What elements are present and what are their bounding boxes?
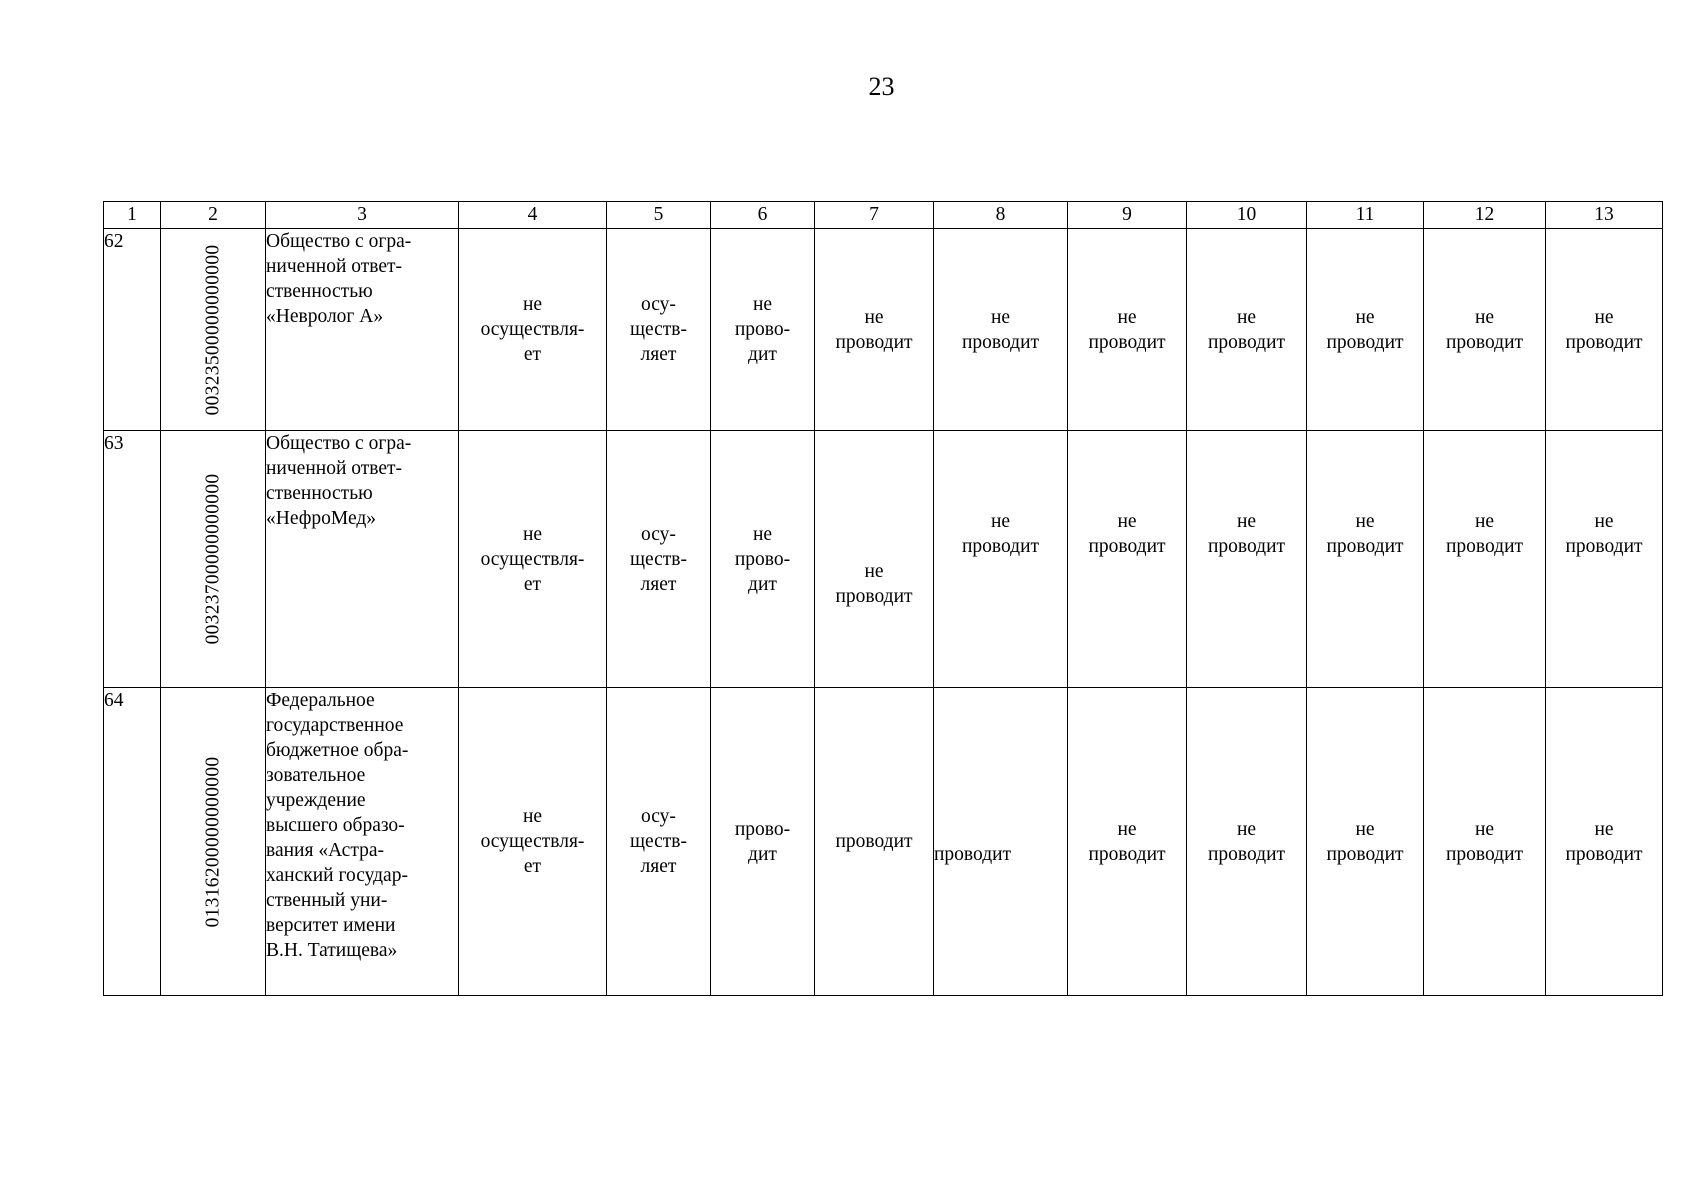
row-code: 00323500000000000 [202, 244, 224, 415]
header-row [104, 202, 1663, 229]
value-cell [1068, 229, 1187, 431]
value-line: проводит [1445, 536, 1524, 557]
page-number: 23 [868, 72, 895, 101]
value-line: осу- [641, 523, 676, 545]
value-cell [1307, 431, 1424, 688]
value-line: ет [523, 856, 542, 877]
value-cell [1068, 431, 1187, 688]
row-code-cell [161, 431, 266, 688]
value-line: проводит [835, 586, 913, 607]
value-line: проводит [1565, 536, 1643, 557]
value-line: ет [523, 573, 542, 595]
value-cell [1424, 229, 1546, 431]
name-line: вания «Астра- [266, 840, 384, 861]
value-line: осу- [641, 806, 676, 827]
value-line: не [1594, 306, 1614, 328]
name-line: государственное [266, 715, 404, 736]
value-cell [1546, 688, 1663, 996]
value-cell [815, 431, 934, 688]
value-cell [1424, 431, 1546, 688]
value-cell [934, 229, 1068, 431]
value-line: проводит [1445, 843, 1524, 865]
value-cell [934, 431, 1068, 688]
name-line: учреждение [266, 790, 366, 811]
value-cell [1307, 229, 1424, 431]
value-cell [459, 688, 607, 996]
registry-table [103, 201, 1663, 996]
row-code: 01316200000000000 [202, 756, 224, 927]
name-line: высшего образо- [266, 815, 405, 836]
value-line: проводит [1207, 536, 1286, 557]
table-row [104, 431, 1663, 688]
value-line: не [1355, 511, 1375, 532]
column-header: 6 [711, 202, 815, 229]
value-line: ляет [640, 573, 677, 595]
name-line: ственный уни- [266, 890, 388, 911]
column-header: 9 [1068, 202, 1187, 229]
value-cell [815, 229, 934, 431]
value-line: не [1236, 306, 1257, 328]
value-line: дит [748, 573, 777, 595]
row-code-cell [161, 688, 266, 996]
row-code-cell [161, 229, 266, 431]
value-cell [607, 688, 711, 996]
name-line: В.Н. Татищева» [266, 940, 398, 961]
column-header: 10 [1187, 202, 1307, 229]
value-line: не [522, 806, 543, 827]
organization-name [266, 688, 459, 996]
column-header: 3 [266, 202, 459, 229]
table-row [104, 688, 1663, 996]
value-cell [1068, 688, 1187, 996]
value-line: проводит [1445, 331, 1524, 353]
name-line: Общество с огра- [266, 433, 412, 454]
column-header: 12 [1424, 202, 1546, 229]
value-line: проводит [1565, 843, 1643, 865]
value-line: не [752, 294, 773, 315]
value-cell [1546, 229, 1663, 431]
value-cell [1187, 431, 1307, 688]
value-line: проводит [1207, 331, 1286, 353]
value-line: не [864, 561, 884, 582]
value-line: проводит [961, 536, 1040, 557]
column-header: 7 [815, 202, 934, 229]
value-line: ществ- [629, 319, 688, 340]
organization-name [266, 229, 459, 431]
name-line: ханский государ- [266, 865, 408, 886]
value-line: не [1117, 306, 1137, 328]
name-line: ниченной ответ- [266, 256, 403, 277]
value-line: проводит [1088, 331, 1166, 353]
value-line: не [1594, 818, 1614, 840]
value-line: осу- [641, 294, 676, 315]
value-line: не [864, 306, 884, 328]
value-line: не [990, 511, 1011, 532]
value-cell [607, 229, 711, 431]
column-header: 11 [1307, 202, 1424, 229]
value-line: дит [748, 843, 777, 865]
column-header: 5 [607, 202, 711, 229]
value-line: прово- [734, 319, 791, 340]
value-cell [607, 431, 711, 688]
column-header: 1 [104, 202, 161, 229]
row-number: 63 [104, 431, 161, 688]
value-line: не [752, 523, 773, 545]
column-header: 4 [459, 202, 607, 229]
value-line: не [1236, 511, 1257, 532]
name-line: ниченной ответ- [266, 458, 403, 479]
value-line: ет [523, 344, 542, 365]
name-line: «НефроМед» [266, 508, 377, 529]
row-number: 62 [104, 229, 161, 431]
value-cell [1546, 431, 1663, 688]
value-cell [815, 688, 934, 996]
value-cell [1187, 229, 1307, 431]
name-line: ственностью [266, 281, 373, 302]
value-line: не [990, 306, 1011, 328]
column-header: 13 [1546, 202, 1663, 229]
name-line: «Невролог А» [266, 306, 384, 327]
value-line: проводит [835, 331, 913, 353]
value-cell [711, 229, 815, 431]
value-line: проводит [1326, 331, 1404, 353]
value-line: ществ- [629, 831, 688, 852]
value-line: проводит [1326, 536, 1404, 557]
value-cell [711, 688, 815, 996]
row-number: 64 [104, 688, 161, 996]
value-line: не [1117, 818, 1137, 840]
row-code: 00323700000000000 [202, 473, 224, 645]
value-line: дит [748, 344, 777, 365]
value-cell [934, 688, 1068, 996]
column-header: 8 [934, 202, 1068, 229]
value-cell [459, 229, 607, 431]
name-line: бюджетное обра- [266, 740, 409, 761]
name-line: Общество с огра- [266, 231, 412, 252]
organization-name [266, 431, 459, 688]
value-line: ществ- [629, 548, 688, 570]
value-cell [711, 431, 815, 688]
value-line: не [1474, 818, 1495, 840]
value-line: не [522, 294, 543, 315]
column-header: 2 [161, 202, 266, 229]
value-line: ляет [640, 344, 677, 365]
value-line: проводит [1565, 331, 1643, 353]
value-line: осуществля- [480, 548, 585, 570]
value-cell [459, 431, 607, 688]
value-line: проводит [1326, 843, 1404, 865]
value-line: не [522, 523, 543, 545]
table-row [104, 229, 1663, 431]
value-line: не [1474, 306, 1495, 328]
value-line: проводит [961, 331, 1040, 353]
value-line: не [1474, 511, 1495, 532]
value-line: не [1355, 818, 1375, 840]
name-line: ственностью [266, 483, 373, 504]
value-cell [1424, 688, 1546, 996]
value-line: проводит [1088, 536, 1166, 557]
value-line: не [1117, 511, 1137, 532]
value-cell [1187, 688, 1307, 996]
value-line: прово- [734, 548, 791, 570]
value-line: проводит [1207, 843, 1286, 865]
value-line: ляет [640, 856, 677, 877]
value-line: осуществля- [480, 831, 585, 852]
name-line: верситет имени [266, 915, 396, 936]
value-line: осуществля- [480, 319, 585, 340]
value-line: проводит [1088, 843, 1166, 865]
value-line: не [1355, 306, 1375, 328]
value-line: проводит [934, 843, 1012, 865]
name-line: зовательное [266, 765, 366, 786]
value-line: не [1594, 511, 1614, 532]
value-cell [1307, 688, 1424, 996]
value-line: проводит [835, 831, 913, 852]
name-line: Федеральное [266, 690, 375, 711]
value-line: не [1236, 818, 1257, 840]
value-line: прово- [734, 818, 791, 840]
